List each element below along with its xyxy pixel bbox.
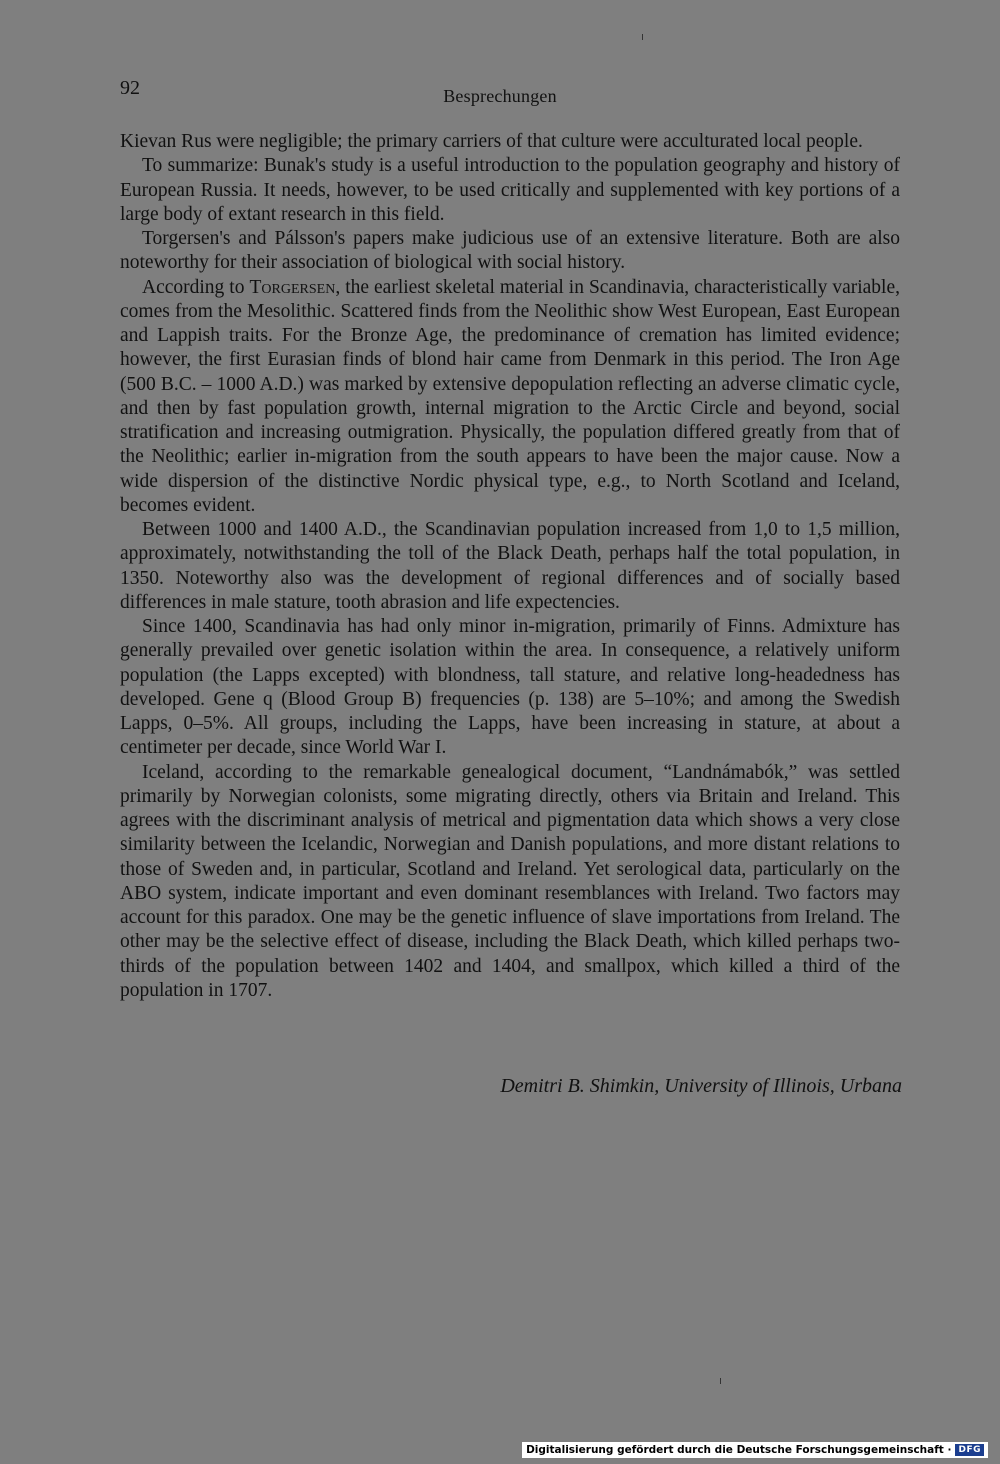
- reviewer-signature: Demitri B. Shimkin, University of Illinois, Urbana: [500, 1075, 902, 1097]
- digitization-footer: [522, 1442, 988, 1458]
- paragraph-2: To summarize: Bunak's study is a useful introduction to the population geography and history of European Russia. It needs, however, to be used critically and supplemented with key portions of a large body of extant research in this field.: [120, 155, 900, 225]
- paragraph-4-rest: , the earliest skeletal material in Scandinavia, characteristically variable, comes from the Mesolithic. Scattered finds from the Neolithic show West European, East European and Lappish traits. For the Bronze Age, the predominance of cremation has limited evidence; however, the first Eurasian finds of blond hair came from Denmark in this period. The Iron Age (500 B.C. – 1000 A.D.) was marked by extensive depopulation reflecting an adverse climatic cycle, and then by fast population growth, internal migration to the Arctic Circle and beyond, social stratification and increasing outmigration. Physically, the population differed greatly from that of the Neolithic; earlier in-migration from the south appears to have been the major cause. Now a wide dispersion of the distinctive Nordic physical type, e.g., to North Scotland and Iceland, becomes evident.: [120, 276, 900, 516]
- paragraph-5: Between 1000 and 1400 A.D., the Scandinavian population increased from 1,0 to 1,5 million, approximately, notwithstanding the toll of the Black Death, perhaps half the total population, in 1350. Noteworthy also was the development of regional differences and of socially based differences in male stature, tooth abrasion and life expectencies.: [120, 519, 900, 613]
- paragraph-1: Kievan Rus were negligible; the primary carriers of that culture were acculturated local people.: [120, 131, 863, 152]
- dfg-logo-icon: DFG: [955, 1444, 984, 1456]
- paragraph-4: [120, 276, 900, 519]
- page-number: 92: [120, 77, 140, 99]
- paragraph-6: Since 1400, Scandinavia has had only minor in-migration, primarily of Finns. Admixture has generally prevailed over genetic isolation within the area. In consequence, a relatively uniform population (the Lapps excepted) with blondness, tall stature, and relative long-headedness has developed. Gene q (Blood Group B) frequencies (p. 138) are 5–10%; and among the Swedish Lapps, 0–5%. All groups, including the Lapps, have been increasing in stature, at about a centimeter per decade, since World War I.: [120, 616, 900, 759]
- paragraph-7: Iceland, according to the remarkable genealogical document, “Landnámabók,” was settled primarily by Norwegian colonists, some migrating directly, others via Britain and Ireland. This agrees with the discriminant analysis of metrical and pigmentation data which shows a very close similarity between the Icelandic, Norwegian and Danish populations, and more distant relations to those of Sweden and, in particular, Scotland and Ireland. Yet serological data, particularly on the ABO system, indicate important and even dominant resemblances with Ireland. Two factors may account for this paradox. One may be the genetic influence of slave importations from Ireland. The other may be the selective effect of disease, including the Black Death, which killed perhaps two-thirds of the population between 1402 and 1404, and smallpox, which killed a third of the population in 1707.: [120, 761, 900, 1001]
- footer-credit: Digitalisierung gefördert durch die Deutsche Forschungsgemeinschaft ·: [526, 1444, 952, 1456]
- paragraph-4-lead: According to: [142, 276, 245, 298]
- scan-speck: [642, 34, 643, 40]
- running-head: Besprechungen: [443, 86, 557, 106]
- paragraph-3: Torgersen's and Pálsson's papers make judicious use of an extensive literature. Both are also noteworthy for their association of biological with social history.: [120, 228, 900, 274]
- scan-speck: [720, 1378, 721, 1384]
- author-name-torgersen: Torgersen: [249, 276, 336, 298]
- body-text: [120, 130, 900, 1003]
